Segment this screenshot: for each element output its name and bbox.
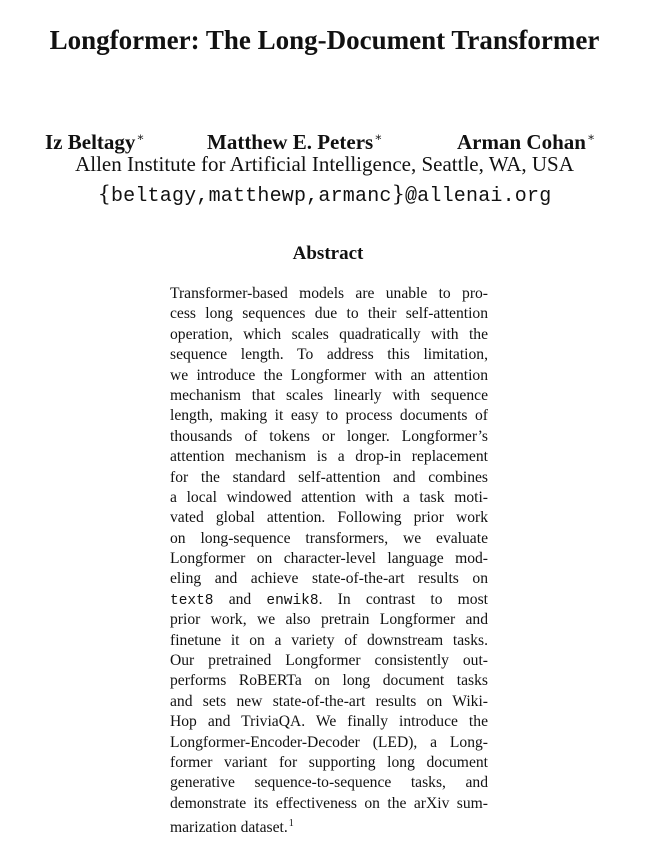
abstract-body (170, 284, 488, 835)
author-name: Iz Beltagy (45, 130, 136, 154)
abstract-line: a local windowed attention with a task moti- (170, 488, 488, 506)
abstract-text: . In contrast to most (318, 590, 488, 608)
abstract-line: operation, which scales quadratically with the (170, 325, 488, 343)
author-name: Arman Cohan (457, 130, 586, 154)
email-domain: @allenai.org (404, 185, 552, 208)
abstract-line: length, making it easy to process documents of (170, 407, 488, 425)
abstract-line: thousands of tokens or longer. Longformer’s (170, 427, 488, 445)
dataset-name-text8: text8 (170, 592, 214, 609)
abstract-line (170, 590, 488, 610)
abstract-line: mechanism that scales linearly with sequence (170, 386, 488, 404)
abstract-text: marization dataset. (170, 819, 288, 837)
abstract-line: finetune it on a variety of downstream tasks. (170, 631, 488, 649)
abstract-line: attention mechanism is a drop-in replacement (170, 448, 488, 466)
abstract-line: Longformer on character-level language mod- (170, 550, 488, 568)
dataset-name-enwik8: enwik8 (266, 592, 319, 609)
abstract-heading: Abstract (292, 243, 364, 264)
abstract-line: and sets new state-of-the-art results on Wiki- (170, 692, 488, 710)
abstract-line: Longformer-Encoder-Decoder (LED), a Long- (170, 733, 488, 751)
abstract-line: former variant for supporting long document (170, 753, 488, 771)
abstract-text: and (213, 590, 267, 608)
abstract-line: we introduce the Longformer with an attention (170, 366, 488, 384)
abstract-line: cess long sequences due to their self-attention (170, 305, 488, 323)
abstract-line: generative sequence-to-sequence tasks, and (170, 774, 488, 792)
author-email (0, 181, 649, 210)
abstract-line: for the standard self-attention and combines (170, 468, 488, 486)
paper-title: Longformer: The Long-Document Transformer (49, 25, 600, 55)
email-close-brace: } (391, 182, 405, 206)
abstract-line: demonstrate its effectiveness on the arXiv sum- (170, 794, 488, 812)
author-affiliation: Allen Institute for Artificial Intelligence, Seattle, WA, USA (75, 152, 574, 176)
email-open-brace: { (97, 182, 111, 206)
equal-contribution-mark: ∗ (586, 130, 596, 144)
equal-contribution-mark: ∗ (374, 130, 383, 144)
equal-contribution-mark: ∗ (136, 130, 145, 144)
author-name: Matthew E. Peters (207, 130, 374, 154)
abstract-line: Our pretrained Longformer consistently out- (170, 652, 488, 670)
abstract-line: prior work, we also pretrain Longformer and (170, 611, 488, 629)
abstract-line: Hop and TriviaQA. We finally introduce the (170, 713, 488, 731)
abstract-line: eling and achieve state-of-the-art results on (170, 570, 488, 588)
abstract-line: sequence length. To address this limitation, (170, 346, 488, 364)
footnote-marker: 1 (288, 818, 294, 830)
abstract-line: vated global attention. Following prior work (170, 509, 488, 527)
abstract-line (170, 814, 488, 837)
email-users: beltagy,matthewp,armanc (110, 185, 392, 208)
abstract-line: Transformer-based models are unable to pro- (170, 285, 488, 302)
abstract-line: performs RoBERTa on long document tasks (170, 672, 488, 690)
abstract-line: on long-sequence transformers, we evaluate (170, 529, 488, 547)
